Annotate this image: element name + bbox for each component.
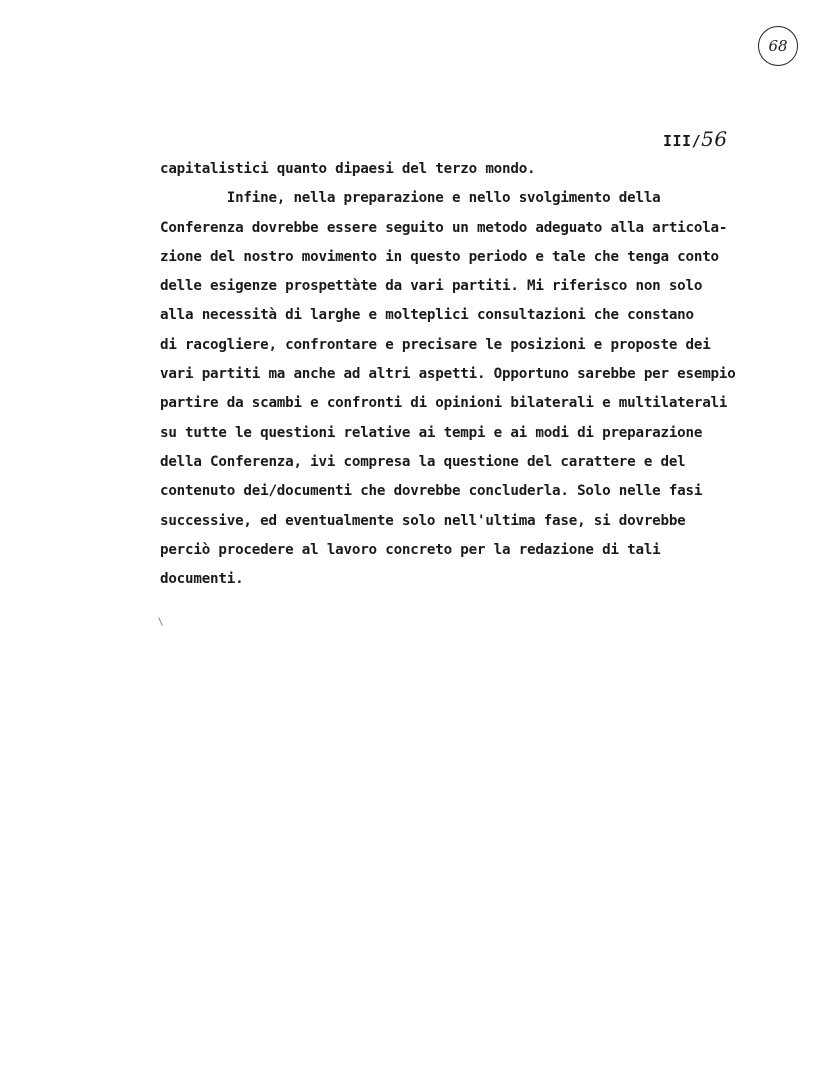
text-line: Conferenza dovrebbe essere seguito un metodo adeguato alla articola- [160, 219, 728, 236]
text-line: contenuto dei/documenti che dovrebbe concluderla. Solo nelle fasi [160, 483, 703, 500]
text-line: vari partiti ma anche ad altri aspetti. Opportuno sarebbe per esempio [160, 366, 736, 383]
text-line: documenti. [160, 571, 244, 588]
body-text [160, 155, 830, 594]
text-line: successive, ed eventualmente solo nell'ultima fase, si dovrebbe [160, 512, 686, 529]
text-line: zione del nostro movimento in questo periodo e tale che tenga conto [160, 248, 719, 265]
text-line: partire da scambi e confronti di opinioni bilaterali e multilaterali [160, 395, 728, 412]
text-line: delle esigenze prospettàte da vari partiti. Mi riferisco non solo [160, 278, 703, 295]
text-line: perciò procedere al lavoro concreto per la redazione di tali [160, 541, 661, 558]
stray-pen-mark [158, 617, 163, 626]
section-reference-handwritten: 56 [701, 127, 728, 151]
text-line: su tutte le questioni relative ai tempi e ai modi di preparazione [160, 424, 703, 441]
text-line: di racogliere, confrontare e precisare le posizioni e proposte dei [160, 336, 711, 353]
section-reference [663, 127, 728, 151]
text-line: della Conferenza, ivi compresa la questione del carattere e del [160, 453, 686, 470]
text-line: Infine, nella preparazione e nello svolgimento della [160, 190, 661, 207]
text-line: capitalistici quanto dipaesi del terzo mondo. [160, 161, 536, 177]
section-reference-prefix: III/ [663, 132, 702, 150]
text-line: alla necessità di larghe e molteplici consultazioni che constano [160, 307, 694, 324]
page-number-stamp: 68 [758, 26, 798, 66]
